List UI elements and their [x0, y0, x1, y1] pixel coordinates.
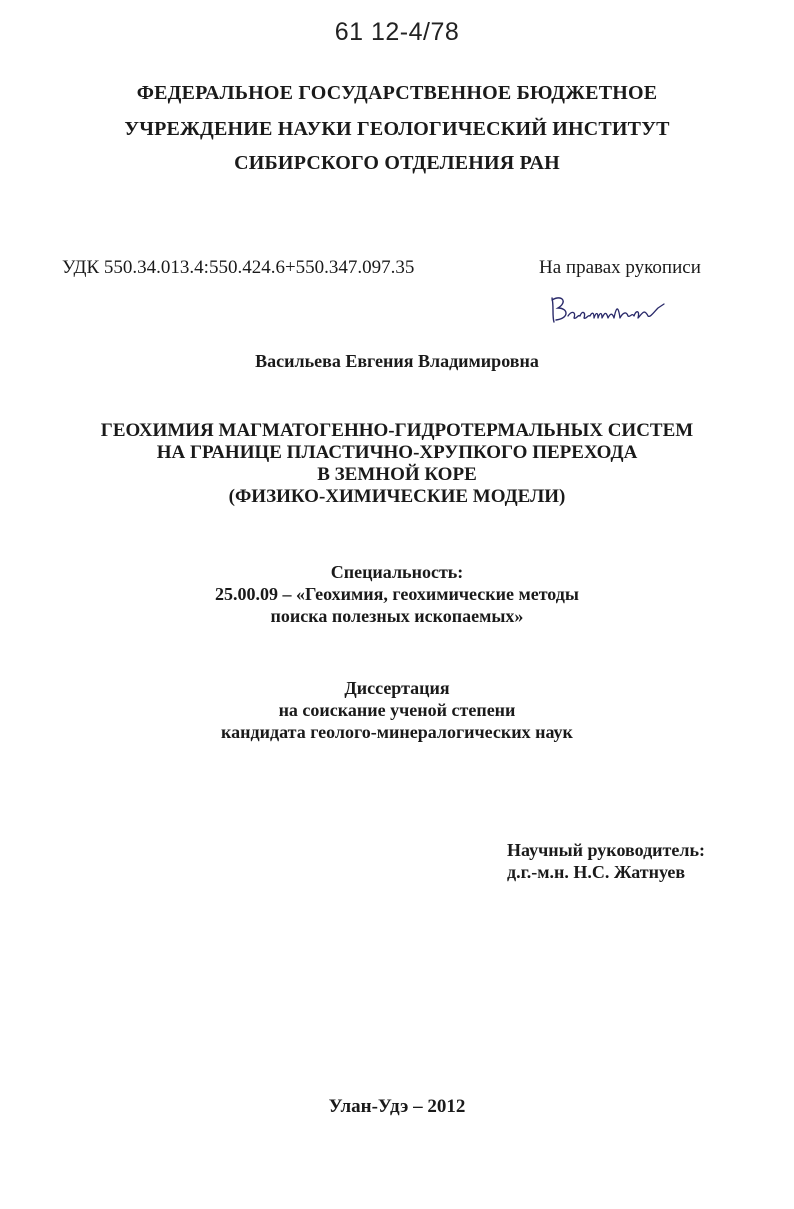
- institution-line-2: УЧРЕЖДЕНИЕ НАУКИ ГЕОЛОГИЧЕСКИЙ ИНСТИТУТ: [124, 118, 670, 140]
- institution-line-3: СИБИРСКОГО ОТДЕЛЕНИЯ РАН: [234, 152, 560, 174]
- advisor-label: Научный руководитель:: [507, 840, 705, 860]
- manuscript-rights-note: На правах рукописи: [539, 257, 701, 278]
- thesis-title-line-2: НА ГРАНИЦЕ ПЛАСТИЧНО-ХРУПКОГО ПЕРЕХОДА: [156, 442, 638, 463]
- udk-code: УДК 550.34.013.4:550.424.6+550.347.097.35: [62, 257, 415, 278]
- specialty-name: поиска полезных ископаемых»: [270, 606, 524, 626]
- thesis-title-line-4: (ФИЗИКО-ХИМИЧЕСКИЕ МОДЕЛИ): [228, 486, 566, 507]
- archive-stamp-number: 61 12-4/78: [334, 18, 460, 46]
- specialty-code: 25.00.09 – «Геохимия, геохимические методы: [215, 584, 579, 604]
- author-name: Васильева Евгения Владимировна: [255, 351, 539, 371]
- dissertation-field-line: кандидата геолого-минералогических наук: [221, 722, 573, 742]
- city-year: Улан-Удэ – 2012: [328, 1096, 466, 1117]
- thesis-title-line-1: ГЕОХИМИЯ МАГМАТОГЕННО-ГИДРОТЕРМАЛЬНЫХ СИСТЕМ: [100, 420, 694, 441]
- institution-line-1: ФЕДЕРАЛЬНОЕ ГОСУДАРСТВЕННОЕ БЮДЖЕТНОЕ: [136, 82, 658, 104]
- advisor-name: д.г.-м.н. Н.С. Жатнуев: [507, 862, 686, 882]
- thesis-title-line-3: В ЗЕМНОЙ КОРЕ: [317, 464, 477, 485]
- specialty-label: Специальность:: [330, 562, 464, 582]
- handwritten-signature: [546, 290, 676, 330]
- dissertation-label: Диссертация: [344, 678, 450, 698]
- dissertation-degree-line: на соискание ученой степени: [278, 700, 516, 720]
